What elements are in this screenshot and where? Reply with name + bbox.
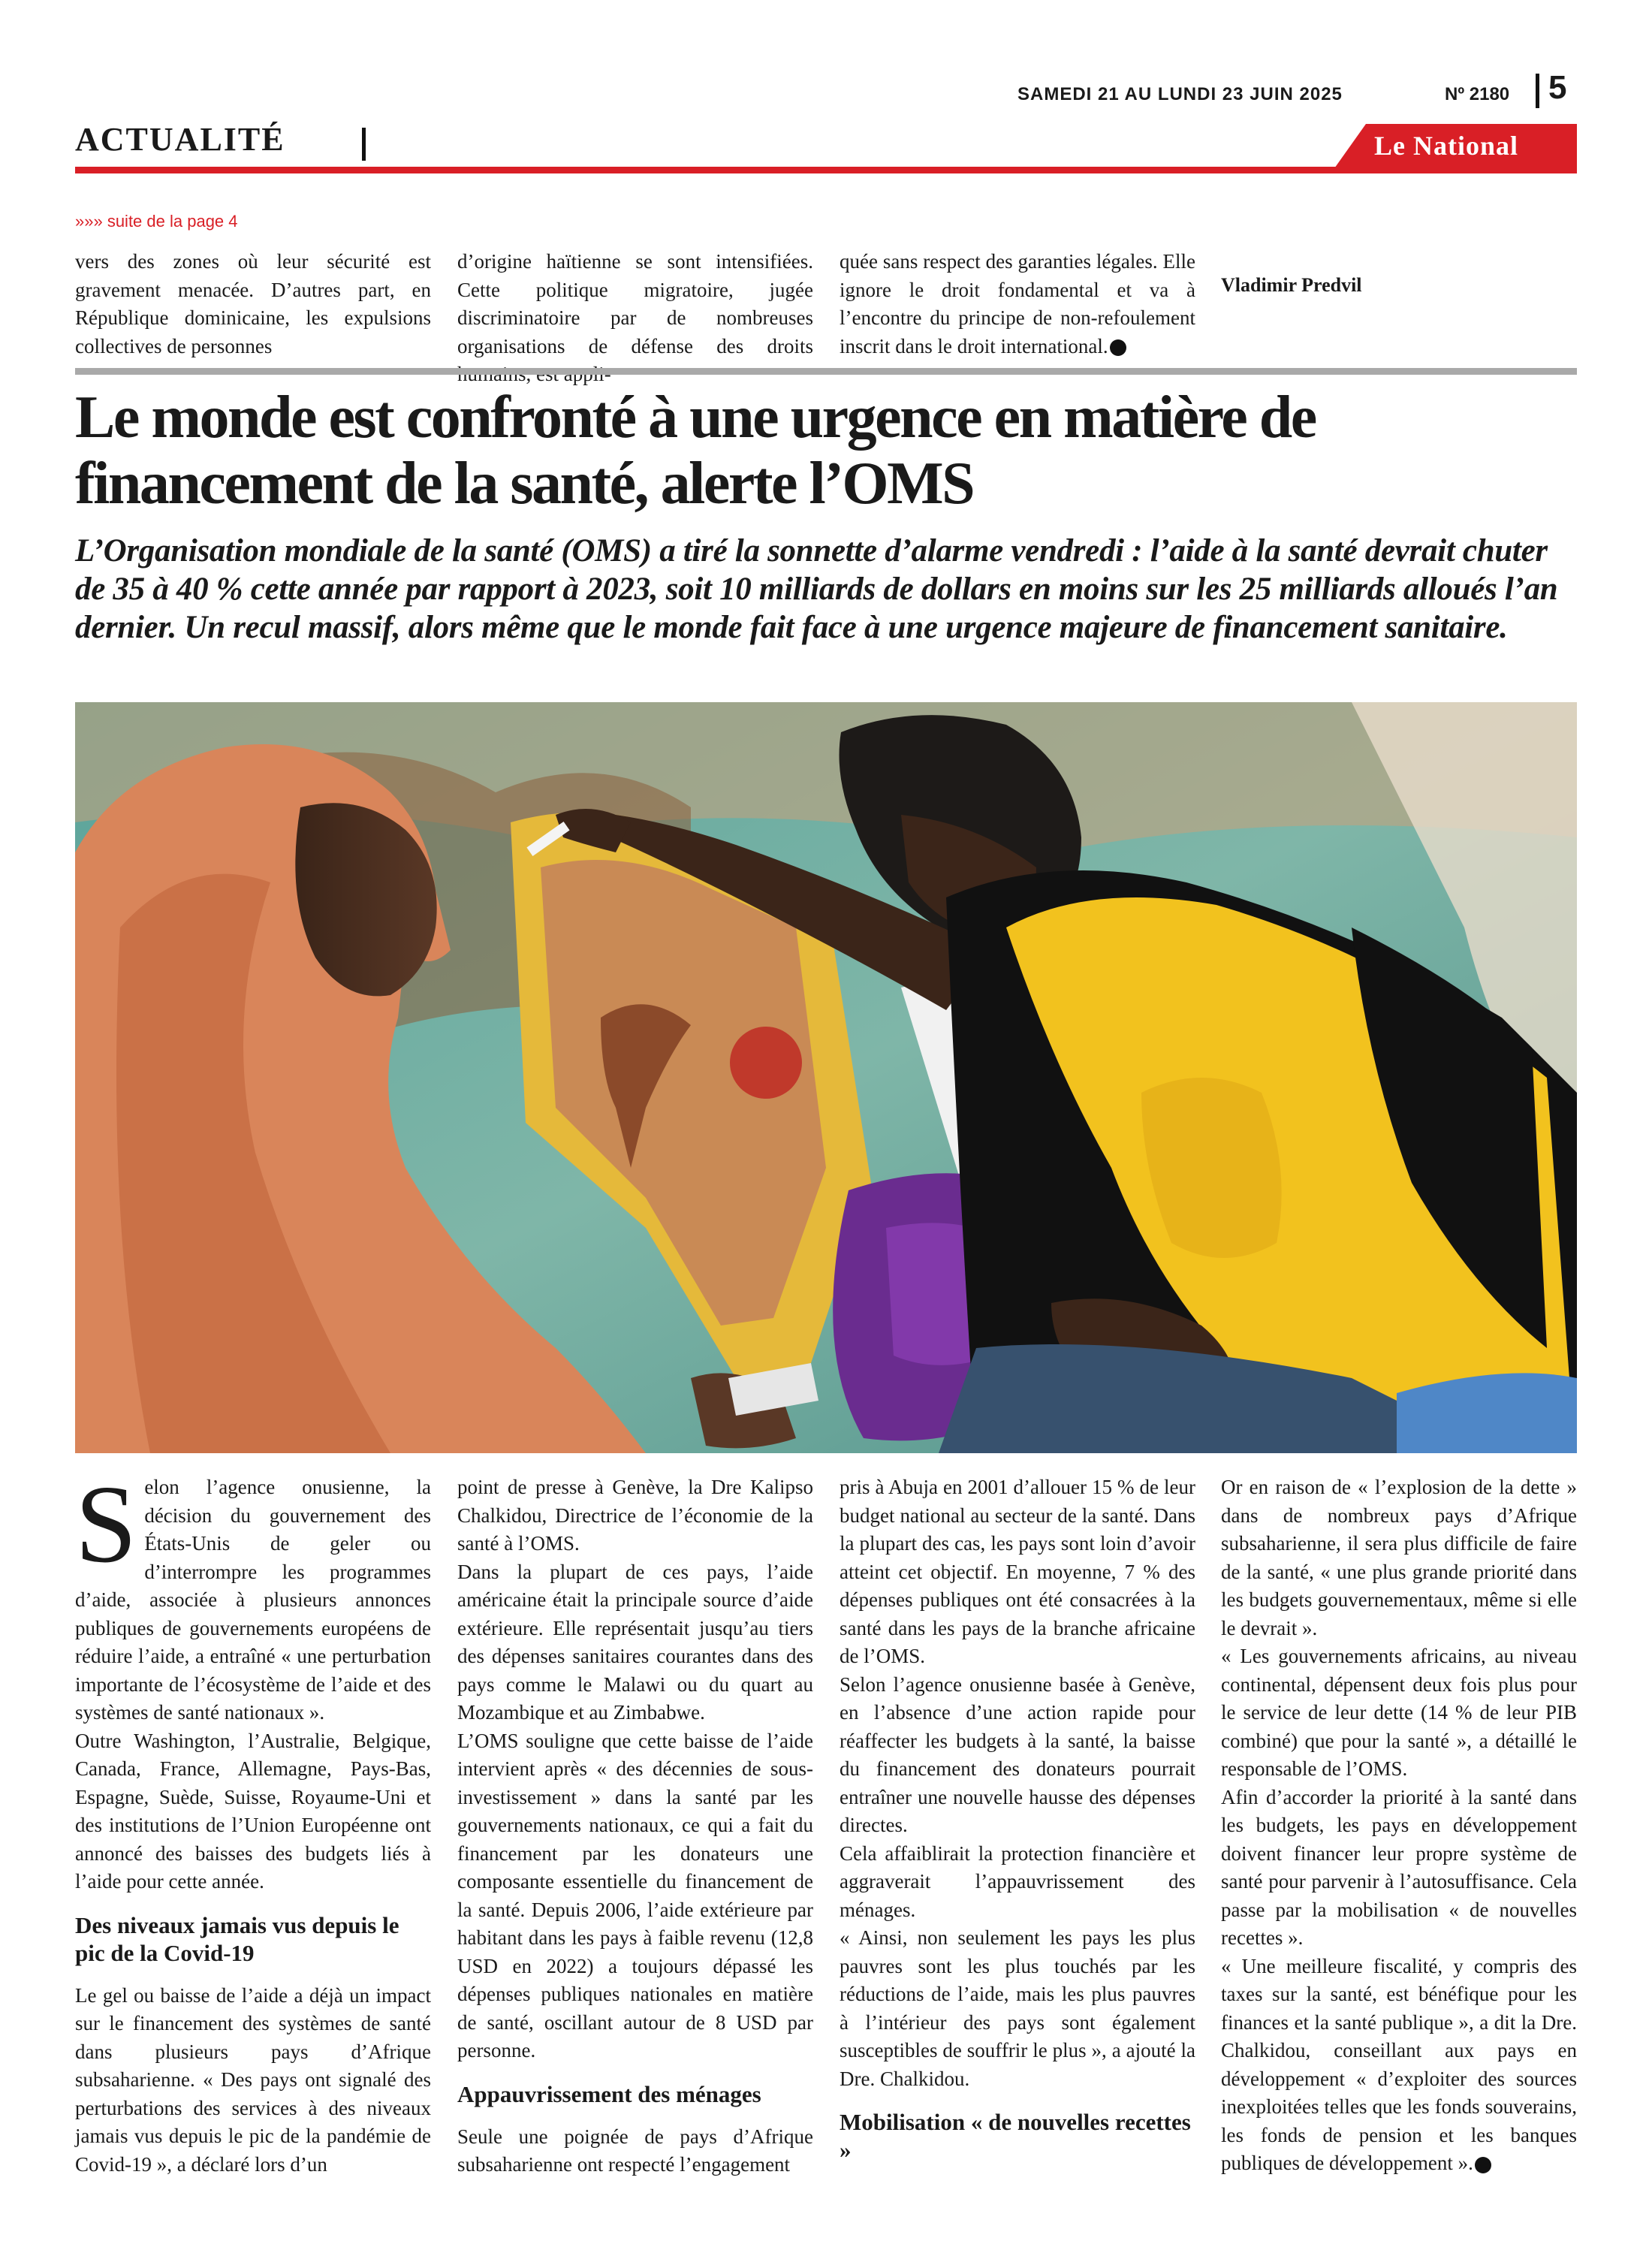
drop-cap: S [75,1463,137,1586]
paragraph: Dans la plupart de ces pays, l’aide américaine était la principale source d’aide extérieure. Elle représentait jusqu’au tiers des dépenses sanitaires courantes dans des pays comme le Malawi ou du quart au Mozambique et au Zimbabwe. [457,1560,813,1724]
article-lead: L’Organisation mondiale de la santé (OMS) a tiré la sonnette d’alarme vendredi : l’aide à la santé devrait chuter de 35 à 40 % cette année par rapport à 2023, soit 10 milliards de dollars en moins sur les 25 milliards alloués l’an dernier. Un recul massif, alors même que le monde fait face à une urgence majeure de financement sanitaire. [75,533,1558,645]
paragraph: Afin d’accorder la priorité à la santé dans les budgets, les pays en développement doivent financer leur propre système de santé pour parvenir à l’autosuffisance. Cela passe par la mobilisation « de nouvelles recettes ». [1221,1785,1577,1949]
article-column-2 [457,1473,813,2179]
paragraph: Or en raison de « l’explosion de la dette » dans de nombreux pays d’Afrique subsaharienne, il sera plus difficile de faire de la santé, « une plus grande priorité dans les budgets gouvernementaux, même si elle le devrait ». [1221,1476,1577,1639]
paragraph: Outre Washington, l’Australie, Belgique, Canada, France, Allemagne, Pays-Bas, Espagne, Suède, Suisse, Royaume-Uni et des institutions de l’Union Européenne ont annoncé des baisses des budgets liés à l’aide pour cette année. [75,1729,431,1893]
end-mark-icon [1110,339,1126,356]
paragraph: Seule une poignée de pays d’Afrique subsaharienne ont respecté l’engagement [457,2125,813,2176]
paragraph: pris à Abuja en 2001 d’allouer 15 % de leur budget national au secteur de la santé. Dans la plupart des cas, les pays sont loin d’avoir atteint cet objectif. En moyenne, 7 % des dépenses publiques ont été consacrées à la santé dans les pays de la branche africaine de l’OMS. [840,1476,1195,1667]
article-photo [75,702,1577,1453]
byline: Vladimir Predvil [1221,274,1362,296]
issue-number: Nº 2180 [1445,84,1510,104]
paragraph: Selon l’agence onusienne basée à Genève, en l’absence d’une action rapide pour réaffecter les budgets à la santé, la baisse du financement des donateurs pourrait entraîner une nouvelle hausse des dépenses directes. [840,1672,1195,1836]
paragraph: point de presse à Genève, la Dre Kalipso Chalkidou, Directrice de l’économie de la santé à l’OMS. [457,1476,813,1555]
page-number: 5 [1548,69,1567,106]
paragraph: « Une meilleure fiscalité, y compris des taxes sur la santé, est bénéfique pour les finances et la santé publique », a dit la Dre. Chalkidou, conseillant aux pays en développement « d’exploiter des sources inexploitées telles que les fonds souverains, les fonds de pension et les banques publiques de développement ». [1221,1954,1577,2174]
article-column-3 [840,1473,1195,2179]
section-title: ACTUALITÉ [75,121,285,158]
previous-article-col3 [840,248,1195,360]
continuation-note: »»» suite de la page 4 [75,212,238,231]
subheading: Appauvrissement des ménages [457,2080,761,2107]
paragraph: « Ainsi, non seulement les pays les plus pauvres sont les plus touchés par les réductions de l’aide, mais les plus pauvres à l’intérieur des pays sont également susceptibles de souffrir le plus », a ajouté la Dre. Chalkidou. [840,1926,1195,2090]
paragraph: L’OMS souligne que cette baisse de l’aide intervient après « des décennies de sous-investissement » dans la santé par les gouvernements nationaux, ce qui a fait du financement par les donateurs une composante essentielle du financement de la santé. Depuis 2006, l’aide extérieure par habitant dans les pays à faible revenu (12,8 USD en 2022) a toujours dépassé les dépenses publiques nationales en matière de santé, oscillant autour de 8 USD par personne. [457,1729,813,2061]
paragraph: Le gel ou baisse de l’aide a déjà un impact sur le financement des systèmes de santé dans plusieurs pays d’Afrique subsaharienne. « Des pays ont signalé des perturbations des services à des niveaux jamais vus depuis le pic de la pandémie de Covid-19 », a déclaré lors d’un [75,1983,431,2176]
issue-date: SAMEDI 21 AU LUNDI 23 JUIN 2025 [1017,84,1343,104]
paragraph: « Les gouvernements africains, au niveau continental, dépensent deux fois plus pour le service de leur dette (14 % de leur PIB combiné) que pour la santé », a détaillé le responsable de l’OMS. [1221,1645,1577,1780]
previous-article-col3-text: quée sans respect des garanties légales. Elle ignore le droit fondamental et va à l’encontre du principe de non-refoulement inscrit dans le droit international. [840,250,1195,357]
page-number-divider [1536,74,1539,108]
section-divider [362,128,366,161]
previous-article-col2: d’origine haïtienne se sont intensifiées. Cette politique migratoire, jugée discriminatoire par de nombreuses organisations de défense des droits [457,250,813,357]
article-separator [75,368,1577,375]
paragraph: Cela affaiblirait la protection financière et aggraverait l’appauvrissement des ménages. [840,1841,1195,1921]
article-headline: Le monde est confronté à une urgence en matière de financement de la santé, alerte l’OMS [75,385,1316,517]
brand-name: Le National [1374,131,1519,161]
paragraph: elon l’agence onusienne, la décision du gouvernement des États-Unis de geler ou d’interrompre les programmes d’aide, associée à plusieurs annonces publiques de gouvernements européens de réduire l’aide, a entraîné « une perturbation importante de l’écosystème de l’aide et des systèmes de santé nationaux ». [75,1476,431,1724]
previous-article-col1: vers des zones où leur sécurité est gravement menacée. D’autres part, en République dominicaine, les expulsions collectives de personnes [75,250,431,357]
article-column-1 [75,1463,431,2179]
subheading: Des niveaux jamais vus depuis le pic de la Covid-19 [75,1911,399,1966]
end-mark-icon [1475,2157,1491,2173]
subheading: Mobilisation « de nouvelles recettes » [840,2109,1191,2163]
article-column-4 [1221,1473,1577,2178]
